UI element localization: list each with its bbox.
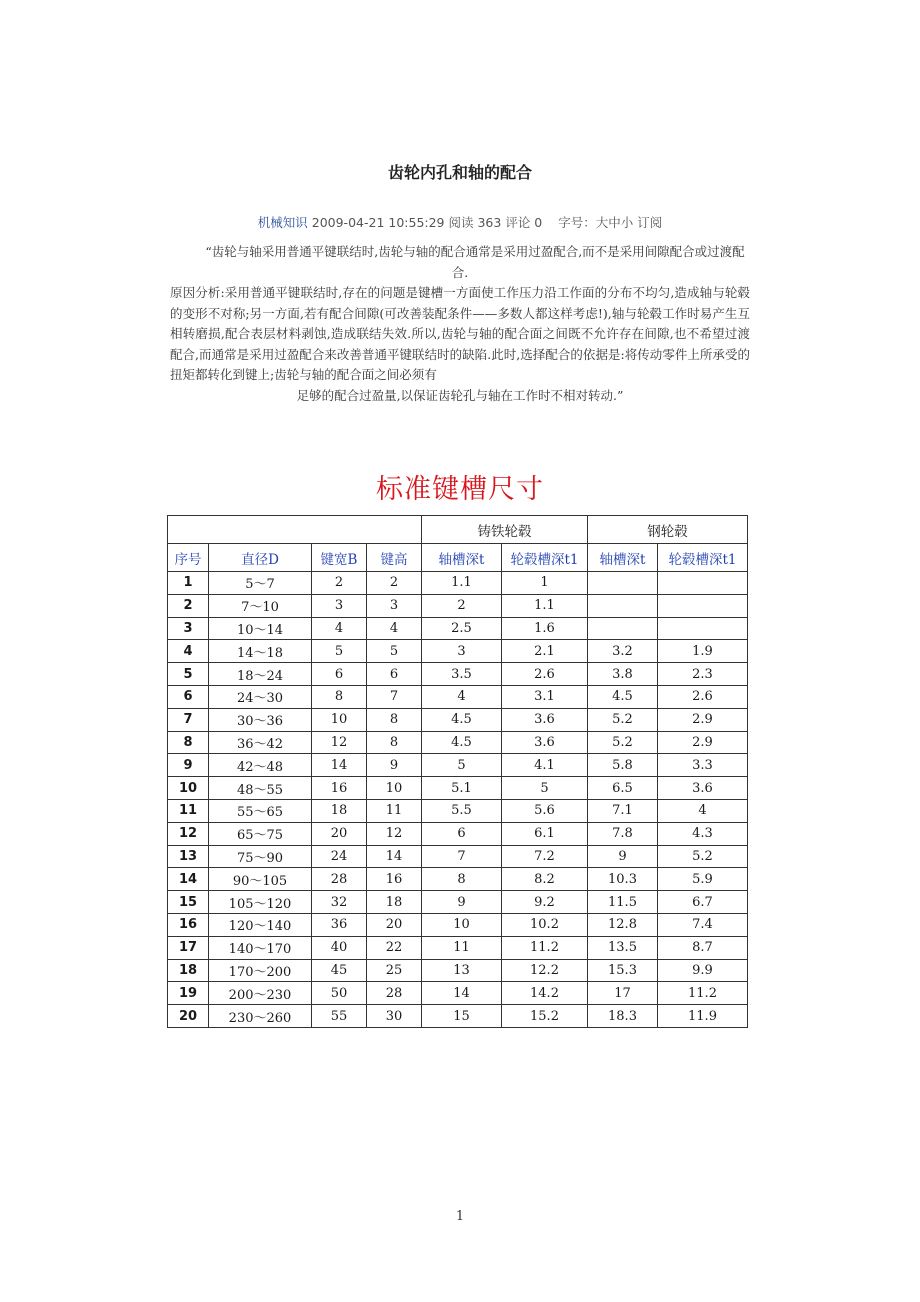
cell-cast-shaft-depth: 13 — [422, 959, 502, 982]
cell-key-width: 5 — [312, 640, 367, 663]
cell-steel-shaft-depth: 18.3 — [588, 1005, 658, 1028]
page-number: 1 — [455, 1209, 465, 1224]
cell-key-height: 10 — [367, 777, 422, 800]
cell-index: 18 — [168, 959, 209, 982]
cell-cast-shaft-depth: 5.1 — [422, 777, 502, 800]
cell-steel-shaft-depth: 3.2 — [588, 640, 658, 663]
cell-key-height: 14 — [367, 845, 422, 868]
cell-key-width: 20 — [312, 822, 367, 845]
cell-key-height: 3 — [367, 594, 422, 617]
cell-diameter: 90～105 — [209, 868, 312, 891]
cell-key-height: 18 — [367, 891, 422, 914]
cell-index: 13 — [168, 845, 209, 868]
cell-key-width: 16 — [312, 777, 367, 800]
cell-index: 11 — [168, 799, 209, 822]
cell-key-height: 16 — [367, 868, 422, 891]
cell-key-height: 8 — [367, 731, 422, 754]
cell-index: 10 — [168, 777, 209, 800]
cell-cast-hub-depth: 1.1 — [502, 594, 588, 617]
table-row — [168, 822, 748, 845]
cell-steel-hub-depth: 9.9 — [658, 959, 748, 982]
cell-steel-hub-depth: 5.9 — [658, 868, 748, 891]
cell-steel-hub-depth: 8.7 — [658, 936, 748, 959]
cell-diameter: 120～140 — [209, 913, 312, 936]
column-header-index: 序号 — [168, 544, 209, 572]
table-row — [168, 868, 748, 891]
cell-cast-shaft-depth: 15 — [422, 1005, 502, 1028]
cell-diameter: 7～10 — [209, 594, 312, 617]
cell-key-width: 55 — [312, 1005, 367, 1028]
cell-key-height: 12 — [367, 822, 422, 845]
table-row — [168, 891, 748, 914]
cell-diameter: 170～200 — [209, 959, 312, 982]
cell-key-width: 6 — [312, 663, 367, 686]
column-header-cast-shaft-depth: 轴槽深t — [422, 544, 502, 572]
cell-key-height: 22 — [367, 936, 422, 959]
cell-steel-shaft-depth: 3.8 — [588, 663, 658, 686]
read-count: 阅读 363 — [448, 215, 502, 230]
cell-diameter: 65～75 — [209, 822, 312, 845]
cell-key-height: 25 — [367, 959, 422, 982]
cell-key-height: 6 — [367, 663, 422, 686]
cell-cast-shaft-depth: 5 — [422, 754, 502, 777]
cell-diameter: 10～14 — [209, 617, 312, 640]
cell-steel-shaft-depth: 11.5 — [588, 891, 658, 914]
cell-diameter: 75～90 — [209, 845, 312, 868]
cell-steel-hub-depth: 7.4 — [658, 913, 748, 936]
cell-index: 17 — [168, 936, 209, 959]
cell-index: 19 — [168, 982, 209, 1005]
table-row — [168, 572, 748, 595]
group-header-blank — [168, 516, 422, 544]
cell-cast-shaft-depth: 4.5 — [422, 708, 502, 731]
cell-key-width: 12 — [312, 731, 367, 754]
cell-cast-hub-depth: 10.2 — [502, 913, 588, 936]
cell-cast-hub-depth: 1.6 — [502, 617, 588, 640]
cell-steel-hub-depth: 11.9 — [658, 1005, 748, 1028]
cell-key-width: 36 — [312, 913, 367, 936]
cell-steel-hub-depth: 2.3 — [658, 663, 748, 686]
table-row — [168, 936, 748, 959]
cell-index: 6 — [168, 685, 209, 708]
cell-diameter: 200～230 — [209, 982, 312, 1005]
table-row — [168, 913, 748, 936]
cell-steel-shaft-depth: 7.8 — [588, 822, 658, 845]
cell-diameter: 14～18 — [209, 640, 312, 663]
cell-steel-shaft-depth: 7.1 — [588, 799, 658, 822]
table-body — [168, 572, 748, 1028]
cell-key-height: 20 — [367, 913, 422, 936]
cell-cast-hub-depth: 3.1 — [502, 685, 588, 708]
cell-steel-shaft-depth: 12.8 — [588, 913, 658, 936]
cell-cast-hub-depth: 5.6 — [502, 799, 588, 822]
cell-index: 1 — [168, 572, 209, 595]
quote-paragraph-1: “齿轮与轴采用普通平键联结时,齿轮与轴的配合通常是采用过盈配合,而不是采用间隙配合或过渡配合. — [205, 244, 745, 280]
column-header-key-height: 键高 — [367, 544, 422, 572]
cell-diameter: 48～55 — [209, 777, 312, 800]
cell-cast-hub-depth: 4.1 — [502, 754, 588, 777]
cell-steel-hub-depth: 6.7 — [658, 891, 748, 914]
table-column-header-row — [168, 544, 748, 572]
cell-index: 16 — [168, 913, 209, 936]
cell-steel-hub-depth — [658, 617, 748, 640]
keyway-dimension-table — [167, 515, 748, 1028]
column-header-steel-hub-depth: 轮毂槽深t1 — [658, 544, 748, 572]
cell-index: 15 — [168, 891, 209, 914]
cell-key-width: 28 — [312, 868, 367, 891]
cell-steel-shaft-depth — [588, 594, 658, 617]
cell-cast-hub-depth: 9.2 — [502, 891, 588, 914]
cell-steel-hub-depth: 11.2 — [658, 982, 748, 1005]
cell-cast-shaft-depth: 1.1 — [422, 572, 502, 595]
quote-paragraph-2-last: 足够的配合过盈量,以保证齿轮孔与轴在工作时不相对转动.” — [296, 387, 624, 403]
cell-steel-shaft-depth: 5.2 — [588, 731, 658, 754]
table-row — [168, 845, 748, 868]
cell-cast-hub-depth: 3.6 — [502, 708, 588, 731]
article-meta — [0, 213, 920, 231]
cell-steel-shaft-depth — [588, 617, 658, 640]
group-header-cast-iron: 铸铁轮毂 — [422, 516, 588, 544]
cell-cast-shaft-depth: 9 — [422, 891, 502, 914]
cell-diameter: 18～24 — [209, 663, 312, 686]
table-row — [168, 754, 748, 777]
cell-cast-hub-depth: 7.2 — [502, 845, 588, 868]
table-row — [168, 799, 748, 822]
cell-steel-hub-depth: 4.3 — [658, 822, 748, 845]
cell-steel-hub-depth: 2.6 — [658, 685, 748, 708]
cell-steel-hub-depth: 2.9 — [658, 731, 748, 754]
cell-cast-hub-depth: 6.1 — [502, 822, 588, 845]
cell-key-width: 3 — [312, 594, 367, 617]
column-header-cast-hub-depth: 轮毂槽深t1 — [502, 544, 588, 572]
cell-cast-hub-depth: 12.2 — [502, 959, 588, 982]
cell-index: 8 — [168, 731, 209, 754]
cell-cast-shaft-depth: 10 — [422, 913, 502, 936]
column-header-steel-shaft-depth: 轴槽深t — [588, 544, 658, 572]
table-row — [168, 685, 748, 708]
cell-steel-shaft-depth: 6.5 — [588, 777, 658, 800]
subscribe-link[interactable]: 订阅 — [637, 215, 663, 230]
column-header-diameter: 直径D — [209, 544, 312, 572]
table-row — [168, 1005, 748, 1028]
cell-index: 9 — [168, 754, 209, 777]
table-row — [168, 708, 748, 731]
cell-key-height: 28 — [367, 982, 422, 1005]
cell-diameter: 105～120 — [209, 891, 312, 914]
cell-key-height: 2 — [367, 572, 422, 595]
cell-cast-hub-depth: 1 — [502, 572, 588, 595]
cell-cast-hub-depth: 3.6 — [502, 731, 588, 754]
cell-key-width: 10 — [312, 708, 367, 731]
cell-steel-shaft-depth: 5.2 — [588, 708, 658, 731]
cell-steel-hub-depth: 3.3 — [658, 754, 748, 777]
quote-paragraph-2 — [170, 283, 750, 406]
cell-diameter: 36～42 — [209, 731, 312, 754]
table-row — [168, 731, 748, 754]
cell-steel-shaft-depth: 15.3 — [588, 959, 658, 982]
cell-index: 3 — [168, 617, 209, 640]
cell-steel-hub-depth: 2.9 — [658, 708, 748, 731]
cell-key-width: 50 — [312, 982, 367, 1005]
cell-key-width: 18 — [312, 799, 367, 822]
cell-cast-shaft-depth: 7 — [422, 845, 502, 868]
cell-diameter: 42～48 — [209, 754, 312, 777]
cell-cast-hub-depth: 15.2 — [502, 1005, 588, 1028]
table-row — [168, 640, 748, 663]
cell-diameter: 24～30 — [209, 685, 312, 708]
group-header-steel: 钢轮毂 — [588, 516, 748, 544]
cell-diameter: 5～7 — [209, 572, 312, 595]
column-header-key-width: 键宽B — [312, 544, 367, 572]
cell-key-height: 9 — [367, 754, 422, 777]
cell-index: 5 — [168, 663, 209, 686]
category-link[interactable]: 机械知识 — [257, 215, 308, 230]
font-size-selector[interactable]: 字号：大中小 — [558, 215, 634, 230]
cell-cast-shaft-depth: 2 — [422, 594, 502, 617]
table-row — [168, 617, 748, 640]
cell-steel-shaft-depth: 13.5 — [588, 936, 658, 959]
cell-cast-shaft-depth: 2.5 — [422, 617, 502, 640]
cell-cast-hub-depth: 14.2 — [502, 982, 588, 1005]
cell-key-width: 8 — [312, 685, 367, 708]
article-quote — [170, 242, 750, 406]
cell-cast-hub-depth: 8.2 — [502, 868, 588, 891]
cell-steel-hub-depth: 3.6 — [658, 777, 748, 800]
cell-cast-shaft-depth: 5.5 — [422, 799, 502, 822]
table-row — [168, 663, 748, 686]
article-title: 齿轮内孔和轴的配合 — [387, 163, 532, 182]
cell-steel-shaft-depth: 10.3 — [588, 868, 658, 891]
cell-index: 4 — [168, 640, 209, 663]
cell-steel-hub-depth — [658, 594, 748, 617]
cell-steel-hub-depth: 4 — [658, 799, 748, 822]
cell-index: 2 — [168, 594, 209, 617]
table-row — [168, 959, 748, 982]
cell-key-width: 45 — [312, 959, 367, 982]
cell-diameter: 140～170 — [209, 936, 312, 959]
cell-cast-shaft-depth: 14 — [422, 982, 502, 1005]
cell-cast-shaft-depth: 6 — [422, 822, 502, 845]
cell-key-height: 11 — [367, 799, 422, 822]
cell-key-width: 14 — [312, 754, 367, 777]
cell-steel-hub-depth — [658, 572, 748, 595]
table-row — [168, 594, 748, 617]
cell-key-width: 2 — [312, 572, 367, 595]
quote-paragraph-2-main: 原因分析:采用普通平键联结时,存在的问题是键槽一方面使工作压力沿工作面的分布不均匀,造成轴与轮毂的变形不对称;另一方面,若有配合间隙(可改善装配条件——多数人都这样考虑!),轴与轮毂工作时易产生互相转磨损,配合表层材料剥蚀,造成联结失效.所以,齿轮与轴的配合面之间既不允许存在间隙,也不希望过渡配合,而通常是采用过盈配合来改善普通平键联结时的缺陷.此时,选择配合的依据是:将传动零件上所承受的扭矩都转化到键上;齿轮与轴的配合面之间必须有 — [170, 285, 750, 382]
post-datetime: 2009-04-21 10:55:29 — [311, 215, 445, 230]
cell-index: 12 — [168, 822, 209, 845]
cell-key-height: 7 — [367, 685, 422, 708]
cell-cast-shaft-depth: 3.5 — [422, 663, 502, 686]
table-row — [168, 982, 748, 1005]
cell-diameter: 230～260 — [209, 1005, 312, 1028]
cell-key-height: 30 — [367, 1005, 422, 1028]
table-group-header-row — [168, 516, 748, 544]
cell-index: 14 — [168, 868, 209, 891]
cell-cast-shaft-depth: 4.5 — [422, 731, 502, 754]
cell-cast-hub-depth: 2.1 — [502, 640, 588, 663]
cell-cast-hub-depth: 2.6 — [502, 663, 588, 686]
cell-steel-shaft-depth: 9 — [588, 845, 658, 868]
cell-diameter: 30～36 — [209, 708, 312, 731]
cell-index: 7 — [168, 708, 209, 731]
cell-cast-shaft-depth: 3 — [422, 640, 502, 663]
cell-key-height: 5 — [367, 640, 422, 663]
cell-cast-hub-depth: 5 — [502, 777, 588, 800]
cell-key-width: 24 — [312, 845, 367, 868]
cell-key-width: 40 — [312, 936, 367, 959]
cell-steel-shaft-depth: 4.5 — [588, 685, 658, 708]
cell-cast-shaft-depth: 8 — [422, 868, 502, 891]
cell-steel-hub-depth: 1.9 — [658, 640, 748, 663]
cell-steel-hub-depth: 5.2 — [658, 845, 748, 868]
cell-steel-shaft-depth: 5.8 — [588, 754, 658, 777]
cell-key-height: 8 — [367, 708, 422, 731]
cell-cast-hub-depth: 11.2 — [502, 936, 588, 959]
cell-diameter: 55～65 — [209, 799, 312, 822]
cell-cast-shaft-depth: 11 — [422, 936, 502, 959]
cell-key-height: 4 — [367, 617, 422, 640]
comment-count[interactable]: 评论 0 — [505, 215, 543, 230]
cell-steel-shaft-depth — [588, 572, 658, 595]
cell-key-width: 4 — [312, 617, 367, 640]
cell-cast-shaft-depth: 4 — [422, 685, 502, 708]
table-heading: 标准键槽尺寸 — [376, 474, 544, 505]
cell-steel-shaft-depth: 17 — [588, 982, 658, 1005]
cell-index: 20 — [168, 1005, 209, 1028]
cell-key-width: 32 — [312, 891, 367, 914]
table-row — [168, 777, 748, 800]
